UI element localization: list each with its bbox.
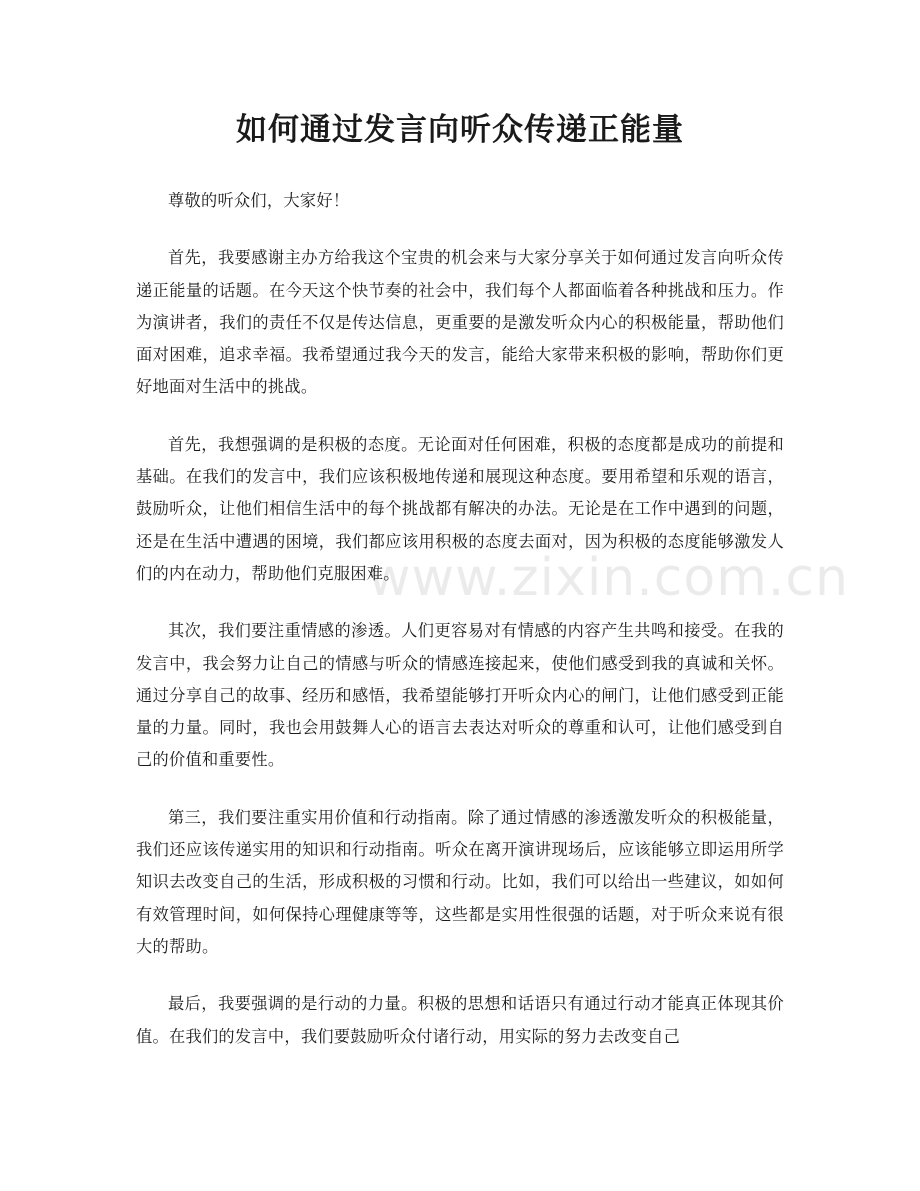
paragraph-positive-attitude: 首先，我想强调的是积极的态度。无论面对任何困难，积极的态度都是成功的前提和基础。在我们的发言中，我们应该积极地传递和展现这种态度。要用希望和乐观的语言，鼓励听众，让他们相信生活中的每个挑战都有解决的办法。无论是在工作中遇到的问题，还是在生活中遭遇的困境，我们都应该用积极的态度去面对，因为积极的态度能够激发人们的内在动力，帮助他们克服困难。	[136, 434, 784, 583]
paragraph-emotional-connection: 其次，我们要注重情感的渗透。人们更容易对有情感的内容产生共鸣和接受。在我的发言中，我会努力让自己的情感与听众的情感连接起来，使他们感受到我的真诚和关怀。通过分享自己的故事、经历和感悟，我希望能够打开听众内心的闸门，让他们感受到正能量的力量。同时，我也会用鼓舞人心的语言去表达对听众的尊重和认可，让他们感受到自己的价值和重要性。	[136, 621, 784, 770]
document-title: 如何通过发言向听众传递正能量	[236, 112, 684, 148]
paragraph-greeting: 尊敬的听众们，大家好！	[168, 191, 350, 210]
watermark: www.zixin.com.cn	[368, 548, 849, 608]
paragraph-introduction: 首先，我要感谢主办方给我这个宝贵的机会来与大家分享关于如何通过发言向听众传递正能量的话题。在今天这个快节奏的社会中，我们每个人都面临着各种挑战和压力。作为演讲者，我们的责任不仅是传达信息，更重要的是激发听众内心的积极能量，帮助他们面对困难，追求幸福。我希望通过我今天的发言，能给大家带来积极的影响，帮助你们更好地面对生活中的挑战。	[136, 248, 784, 397]
paragraph-practical-value: 第三，我们要注重实用价值和行动指南。除了通过情感的渗透激发听众的积极能量，我们还应该传递实用的知识和行动指南。听众在离开演讲现场后，应该能够立即运用所学知识去改变自己的生活，形成积极的习惯和行动。比如，我们可以给出一些建议，如如何有效管理时间，如何保持心理健康等等，这些都是实用性很强的话题，对于听众来说有很大的帮助。	[136, 807, 784, 956]
document-body	[136, 185, 784, 1078]
paragraph-power-of-action: 最后，我要强调的是行动的力量。积极的思想和话语只有通过行动才能真正体现其价值。在我们的发言中，我们要鼓励听众付诸行动，用实际的努力去改变自己	[136, 994, 784, 1046]
